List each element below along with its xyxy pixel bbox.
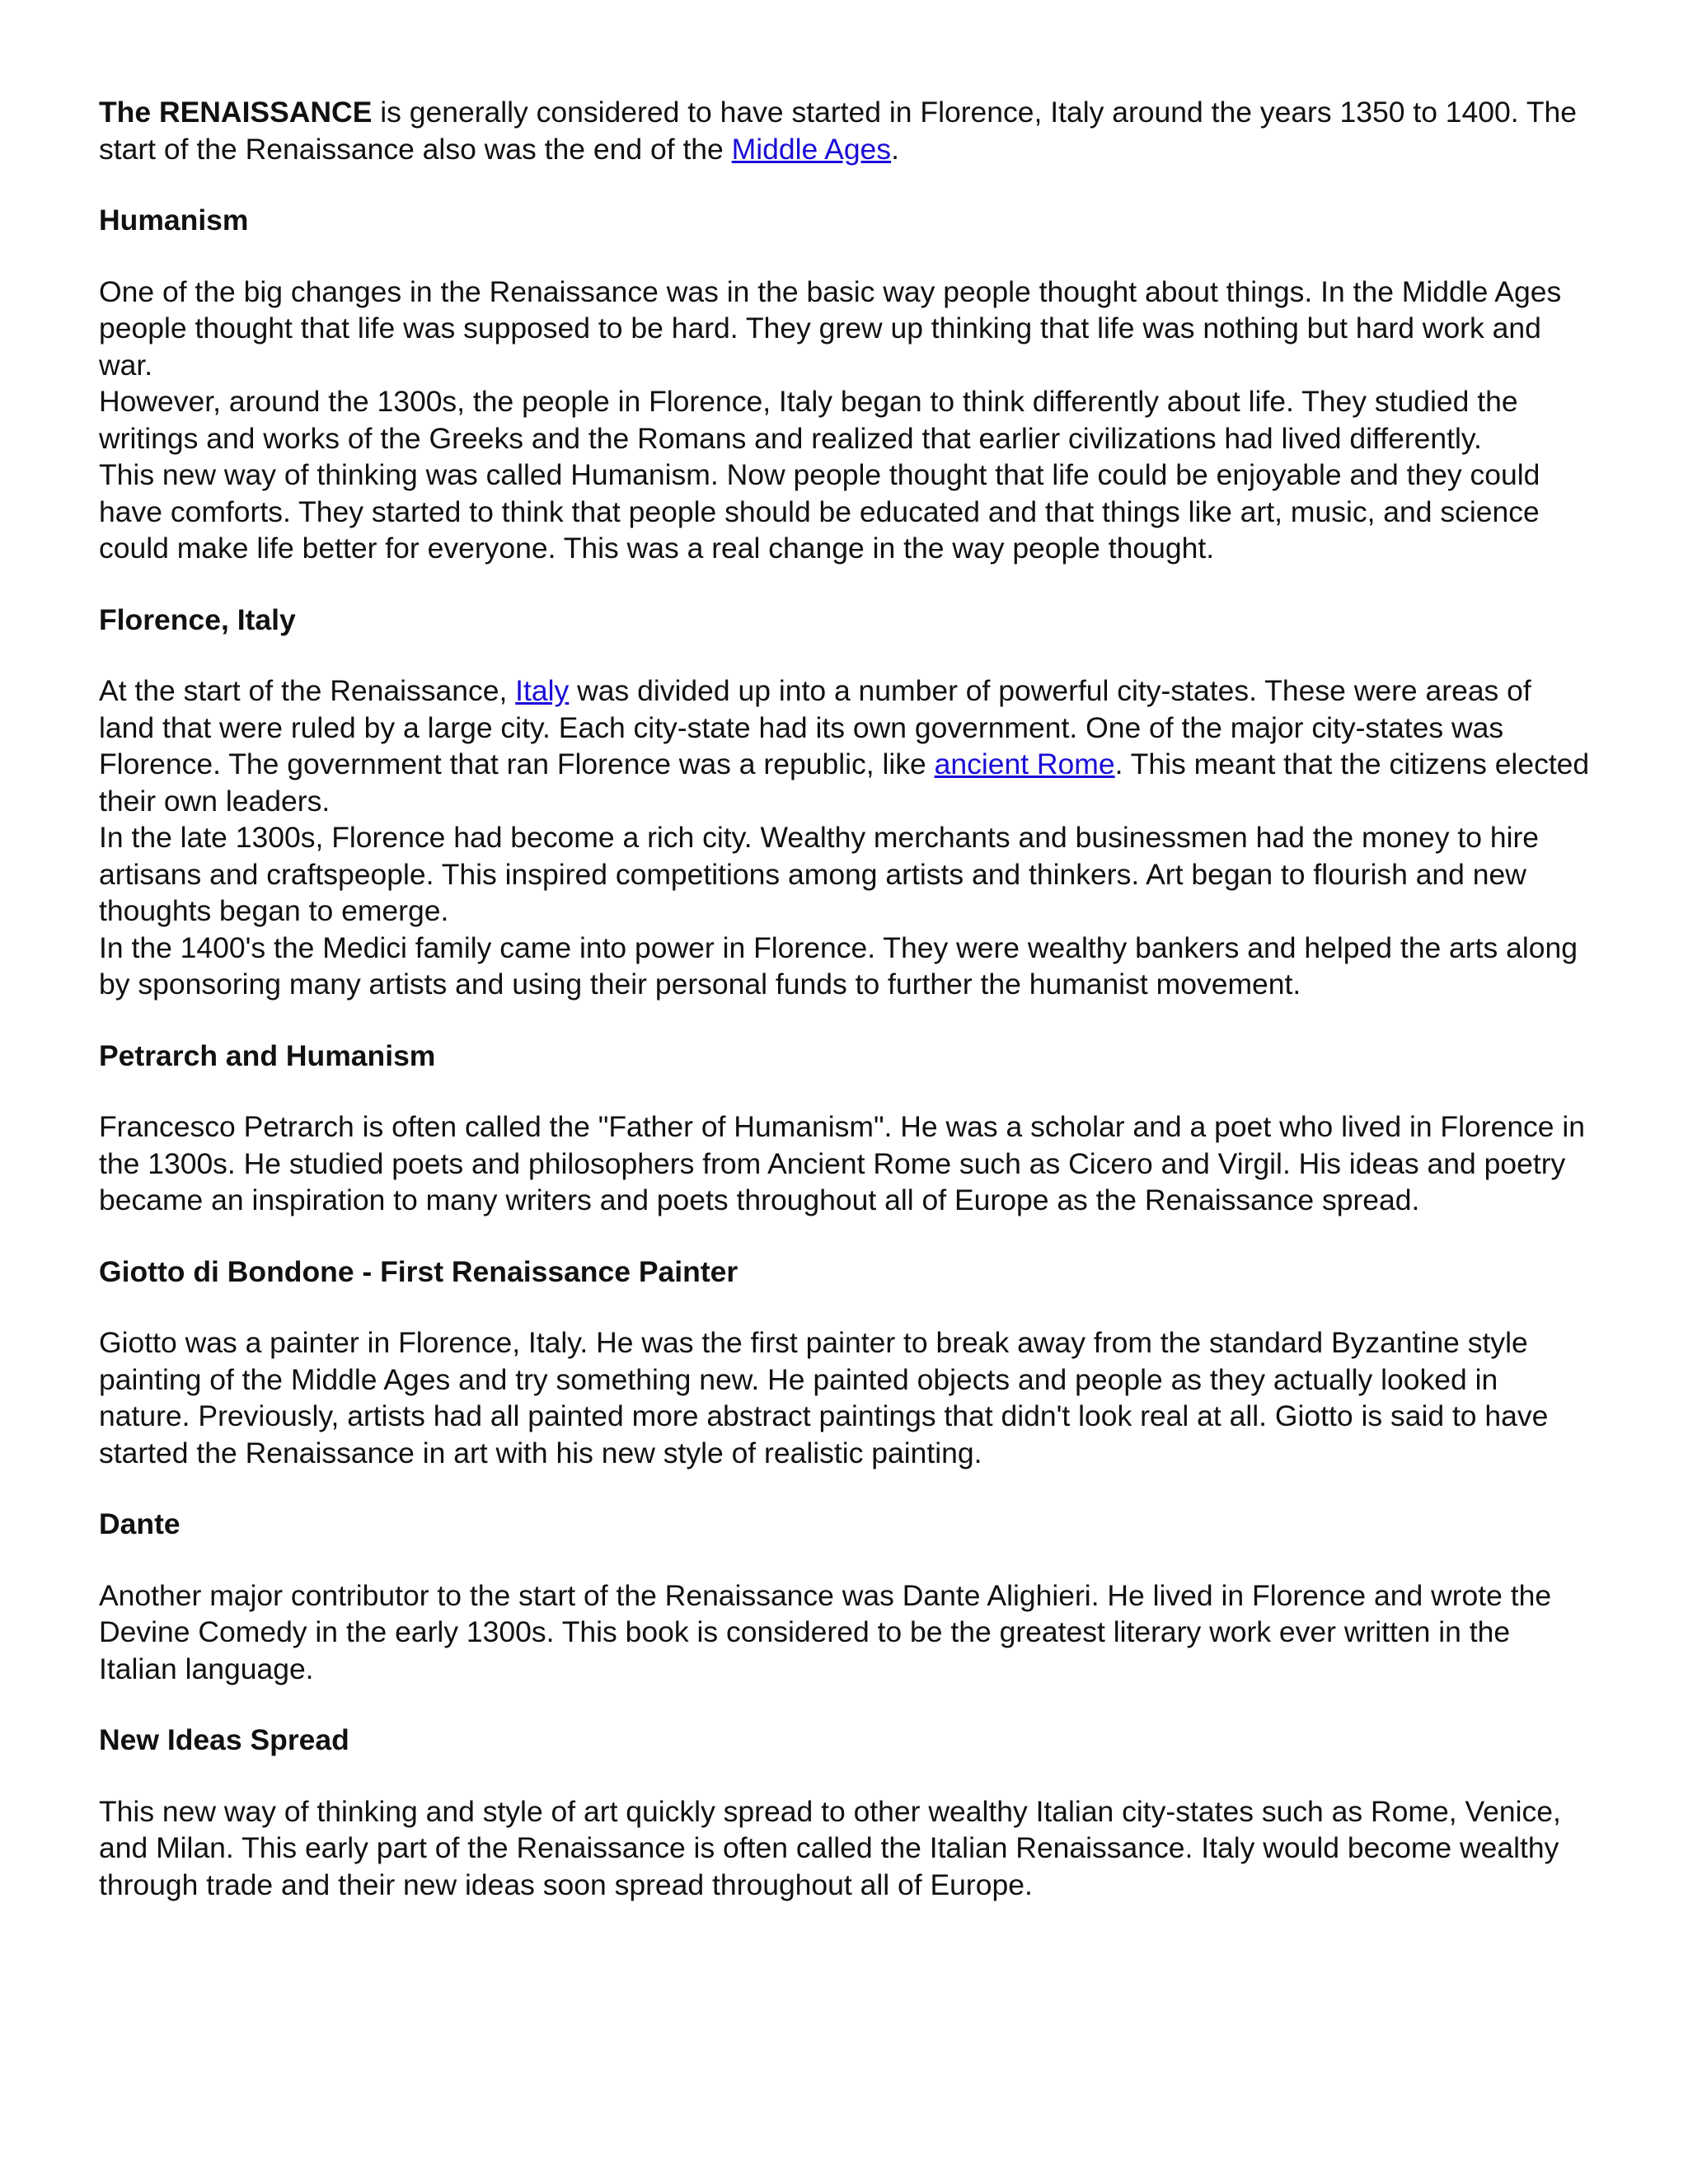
humanism-heading: Humanism: [99, 204, 249, 237]
intro-paragraph: [99, 94, 1592, 167]
intro-text-end: .: [891, 132, 899, 166]
florence-paragraph-3: In the 1400's the Medici family came into power in Florence. They were wealthy bankers and helped the arts along by sponsoring many artists and using their personal funds to further the humanist movement.: [99, 930, 1578, 1001]
humanism-paragraph-1: One of the big changes in the Renaissance was in the basic way people thought about things. In the Middle Ages people thought that life was supposed to be hard. They grew up thinking that life was nothing but hard work and war.: [99, 274, 1562, 382]
middle-ages-link[interactable]: Middle Ages: [731, 132, 892, 166]
intro-lead: The RENAISSANCE: [99, 96, 373, 129]
florence-heading: Florence, Italy: [99, 602, 296, 636]
document-page: [99, 94, 1592, 1903]
dante-heading: Dante: [99, 1507, 181, 1540]
dante-paragraph: Another major contributor to the start of the Renaissance was Dante Alighieri. He lived in Florence and wrote the Devine Comedy in the early 1300s. This book is considered to be the greatest literary work ever written in the Italian language.: [99, 1578, 1552, 1685]
intro-text: is generally considered to have started in Florence, Italy around the years 1350 to 1400. The start of the Renaissance also was the end of the: [99, 96, 1578, 166]
new-ideas-heading: New Ideas Spread: [99, 1723, 349, 1756]
giotto-paragraph: Giotto was a painter in Florence, Italy. He was the first painter to break away from the standard Byzantine style painting of the Middle Ages and try something new. He painted objects and people as they actually looked in nature. Previously, artists had all painted more abstract paintings that didn't look real at all. Giotto is said to have started the Renaissance in art with his new style of realistic painting.: [99, 1326, 1549, 1469]
florence-paragraph-1: [99, 673, 1592, 819]
petrarch-heading: Petrarch and Humanism: [99, 1038, 436, 1072]
florence-paragraph-2: In the late 1300s, Florence had become a rich city. Wealthy merchants and businessmen had the money to hire artisans and craftspeople. This inspired competitions among artists and thinkers. Art began to flourish and new thoughts began to emerge.: [99, 821, 1540, 927]
giotto-heading: Giotto di Bondone - First Renaissance Painter: [99, 1254, 738, 1288]
new-ideas-paragraph: This new way of thinking and style of art quickly spread to other wealthy Italian city-states such as Rome, Venice, and Milan. This early part of the Renaissance is often called the Italian Renaissance. Italy would become wealthy through trade and their new ideas soon spread throughout all of Europe.: [99, 1794, 1561, 1901]
humanism-paragraph-3: This new way of thinking was called Humanism. Now people thought that life could be enjoyable and they could have comforts. They started to think that people should be educated and that things like art, music, and science could make life better for everyone. This was a real change in the way people thought.: [99, 458, 1540, 565]
florence-p1-text-b: was divided up into a number of powerful city-states. These were areas of land that were ruled by a large city. Each city-state had its own government. One of the major city-states was Florence. The government that ran Florence was a republic, like: [99, 674, 1531, 780]
italy-link[interactable]: Italy: [515, 674, 570, 707]
florence-p1-text-c: . This meant that the citizens elected their own leaders.: [99, 748, 1590, 818]
petrarch-paragraph: Francesco Petrarch is often called the "Father of Humanism". He was a scholar and a poet who lived in Florence in the 1300s. He studied poets and philosophers from Ancient Rome such as Cicero and Virgil. His ideas and poetry became an inspiration to many writers and poets throughout all of Europe as the Renaissance spread.: [99, 1110, 1586, 1216]
humanism-paragraph-2: However, around the 1300s, the people in Florence, Italy began to think differently about life. They studied the writings and works of the Greeks and the Romans and realized that earlier civilizations had lived differently.: [99, 385, 1518, 455]
florence-p1-text-a: At the start of the Renaissance,: [99, 674, 516, 707]
ancient-rome-link[interactable]: ancient Rome: [934, 748, 1115, 780]
